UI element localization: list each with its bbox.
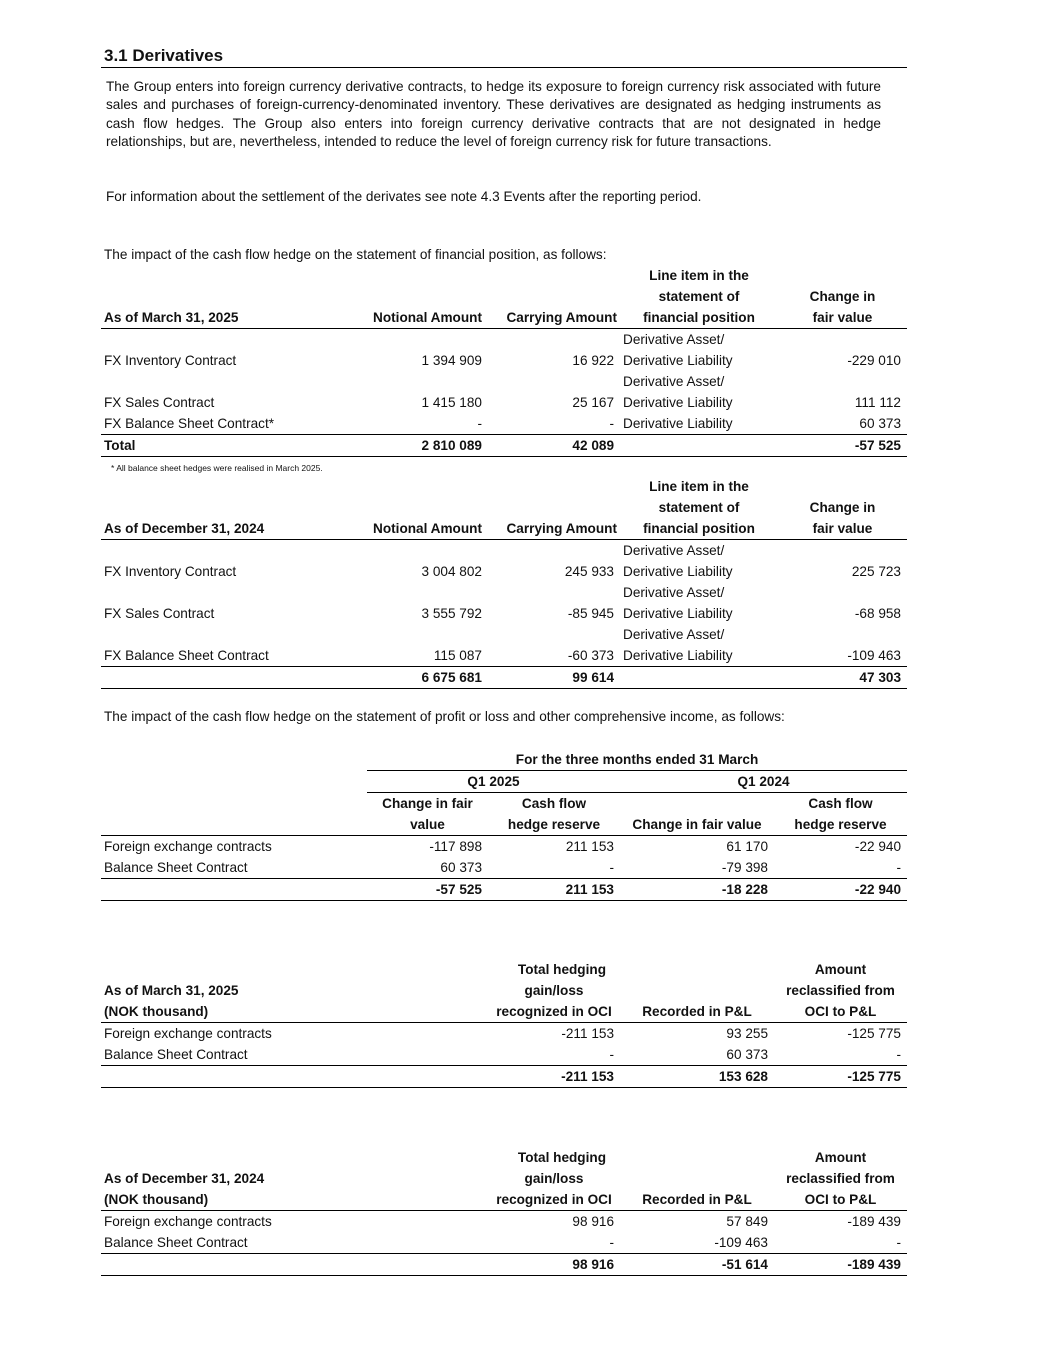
- financial-position-table-2025: [101, 265, 907, 457]
- header-total-hedging: recognized in OCI: [488, 1189, 620, 1211]
- table-row: [101, 836, 907, 858]
- footnote: * All balance sheet hedges were realised in March 2025.: [111, 463, 323, 473]
- cell-value: 153 628: [620, 1066, 774, 1088]
- cell-value: -: [774, 857, 907, 879]
- header-change: fair value: [778, 518, 907, 540]
- header-recorded: Recorded in P&L: [620, 1001, 774, 1023]
- header-line-item: statement of: [658, 289, 740, 304]
- cell-value: -211 153: [488, 1066, 620, 1088]
- header-notional: Notional Amount: [361, 518, 488, 540]
- total-row: [101, 435, 907, 457]
- cell-carrying: -60 373: [488, 645, 620, 667]
- cell-carrying: 42 089: [488, 435, 620, 457]
- profit-loss-table: [101, 749, 907, 901]
- cell-change: 47 303: [778, 667, 907, 689]
- table-row: [101, 603, 907, 624]
- header-total-hedging: gain/loss: [524, 1171, 584, 1186]
- cell-name: FX Balance Sheet Contract: [101, 645, 361, 667]
- header-line-item: financial position: [620, 307, 778, 329]
- total-row: [101, 1066, 907, 1088]
- table-row: [101, 329, 907, 351]
- header-reclassified: OCI to P&L: [774, 1189, 907, 1211]
- cell-line-item: Derivative Asset/: [623, 332, 725, 347]
- cell-notional: 3 555 792: [421, 606, 482, 621]
- table-row: [101, 1211, 907, 1233]
- header-line-item: statement of: [658, 500, 740, 515]
- cell-line-item: Derivative Liability: [623, 395, 733, 410]
- oci-table-2024: [101, 1147, 907, 1276]
- header-cfh-2025: Cash flow: [521, 796, 587, 811]
- pl-caption: The impact of the cash flow hedge on the statement of profit or loss and other comprehensive income, as follows:: [104, 709, 785, 724]
- header-change: Change in: [809, 289, 876, 304]
- header-cfh-2025: hedge reserve: [488, 814, 620, 836]
- cell-name: Foreign exchange contracts: [104, 839, 272, 854]
- header-cfh-2024: hedge reserve: [774, 814, 907, 836]
- cell-value: -: [488, 857, 620, 879]
- cell-name: Balance Sheet Contract: [101, 1232, 488, 1254]
- q1-2024-header: Q1 2024: [620, 771, 907, 793]
- cell-line-item: Derivative Asset/: [623, 374, 725, 389]
- table-label: As of March 31, 2025: [101, 307, 361, 329]
- position-caption: The impact of the cash flow hedge on the statement of financial position, as follows:: [104, 247, 607, 262]
- table-row: [101, 540, 907, 562]
- section-title-rule: [101, 67, 907, 68]
- cell-change: -57 525: [778, 435, 907, 457]
- cell-line-item: Derivative Liability: [623, 606, 733, 621]
- cell-notional: -: [361, 413, 488, 435]
- cell-value: -: [488, 1232, 620, 1254]
- header-recorded: Recorded in P&L: [620, 1189, 774, 1211]
- table-row: [101, 582, 907, 603]
- cell-value: -117 898: [429, 839, 482, 854]
- header-line-item: Line item in the: [649, 268, 749, 283]
- cell-line-item: Derivative Asset/: [623, 543, 725, 558]
- cell-value: -18 228: [620, 879, 774, 901]
- table-row: [101, 624, 907, 645]
- cell-total-label: [101, 667, 361, 689]
- header-total-hedging: Total hedging: [517, 962, 606, 977]
- total-row: [101, 667, 907, 689]
- cell-value: -: [488, 1044, 620, 1066]
- cell-value: 211 153: [488, 879, 620, 901]
- header-line-item: financial position: [620, 518, 778, 540]
- table-label: As of December 31, 2024: [104, 1171, 265, 1186]
- cell-value: 57 849: [726, 1214, 768, 1229]
- cell-value: -189 439: [847, 1214, 901, 1229]
- table-row: [101, 1023, 907, 1045]
- cell-notional: 115 087: [361, 645, 488, 667]
- header-total-hedging: recognized in OCI: [488, 1001, 620, 1023]
- cell-carrying: 245 933: [564, 564, 614, 579]
- cell-value: -189 439: [774, 1254, 907, 1276]
- table-row: [101, 561, 907, 582]
- cell-name: FX Sales Contract: [104, 395, 215, 410]
- cell-notional: 3 004 802: [421, 564, 482, 579]
- cell-carrying: -85 945: [567, 606, 614, 621]
- financial-position-table-2024: [101, 476, 907, 689]
- cell-notional: 6 675 681: [361, 667, 488, 689]
- cell-change: -229 010: [847, 353, 901, 368]
- header-notional: Notional Amount: [361, 307, 488, 329]
- header-carrying: Carrying Amount: [488, 307, 620, 329]
- cell-change: -68 958: [854, 606, 901, 621]
- cell-value: -79 398: [620, 857, 774, 879]
- cell-line-item: Derivative Liability: [623, 353, 733, 368]
- cell-value: -22 940: [854, 839, 902, 854]
- period-header: For the three months ended 31 March: [367, 749, 907, 771]
- cell-carrying: 16 922: [572, 353, 614, 368]
- cell-value: 60 373: [367, 857, 488, 879]
- table-row: [101, 1044, 907, 1066]
- header-reclassified: reclassified from: [786, 1171, 895, 1186]
- cell-notional: 1 394 909: [421, 353, 482, 368]
- header-change-2025: Change in fair: [382, 796, 473, 811]
- table-row: [101, 857, 907, 879]
- cell-name: Foreign exchange contracts: [104, 1026, 272, 1041]
- cell-value: 211 153: [565, 839, 614, 854]
- cell-value: -: [774, 1044, 907, 1066]
- cell-change: -109 463: [778, 645, 907, 667]
- cell-change: 225 723: [851, 564, 901, 579]
- cell-carrying: 25 167: [572, 395, 614, 410]
- cell-name: FX Balance Sheet Contract*: [101, 413, 361, 435]
- header-change: Change in: [809, 500, 876, 515]
- settlement-note: For information about the settlement of the derivates see note 4.3 Events after the reporting period.: [106, 189, 702, 204]
- cell-value: -125 775: [847, 1026, 901, 1041]
- header-total-hedging: gain/loss: [524, 983, 584, 998]
- header-total-hedging: Total hedging: [517, 1150, 606, 1165]
- cell-name: Balance Sheet Contract: [101, 1044, 488, 1066]
- header-reclassified: Amount: [814, 1150, 867, 1165]
- cell-line-item: Derivative Liability: [620, 645, 778, 667]
- cell-line-item: Derivative Asset/: [623, 585, 725, 600]
- table-row: [101, 645, 907, 667]
- cell-value: -109 463: [620, 1232, 774, 1254]
- total-row: [101, 1254, 907, 1276]
- cell-total-label: Total: [101, 435, 361, 457]
- section-title: 3.1 Derivatives: [104, 46, 224, 65]
- cell-line-item: Derivative Asset/: [623, 627, 725, 642]
- table-row: [101, 1232, 907, 1254]
- cell-line-item: Derivative Liability: [623, 564, 733, 579]
- header-carrying: Carrying Amount: [488, 518, 620, 540]
- cell-name: FX Inventory Contract: [104, 564, 237, 579]
- header-reclassified: reclassified from: [786, 983, 895, 998]
- table-row: [101, 392, 907, 413]
- unit-label: (NOK thousand): [101, 1189, 488, 1211]
- header-line-item: Line item in the: [649, 479, 749, 494]
- cell-change: 60 373: [778, 413, 907, 435]
- cell-name: Balance Sheet Contract: [101, 857, 367, 879]
- cell-notional: 1 415 180: [421, 395, 482, 410]
- cell-value: -51 614: [620, 1254, 774, 1276]
- cell-value: -22 940: [774, 879, 907, 901]
- cell-line-item: Derivative Liability: [620, 413, 778, 435]
- header-change-2025: value: [367, 814, 488, 836]
- cell-name: Foreign exchange contracts: [104, 1214, 272, 1229]
- cell-value: 60 373: [620, 1044, 774, 1066]
- cell-name: FX Sales Contract: [104, 606, 215, 621]
- oci-table-2025: [101, 959, 907, 1088]
- header-change: fair value: [778, 307, 907, 329]
- cell-value: -125 775: [774, 1066, 907, 1088]
- header-cfh-2024: Cash flow: [808, 796, 873, 811]
- q1-2025-header: Q1 2025: [367, 771, 620, 793]
- cell-name: FX Inventory Contract: [104, 353, 237, 368]
- cell-value: -57 525: [367, 879, 488, 901]
- table-row: [101, 413, 907, 435]
- intro-paragraph: The Group enters into foreign currency derivative contracts, to hedge its exposure to foreign currency risk associated with future sales and purchases of foreign-currency-denominated inventory. These derivatives are designated as hedging instruments as cash flow hedges. The Group also enters into foreign currency derivative contracts that are not designated in hedge relationships, but are, nevertheless, intended to reduce the level of foreign currency risk for future transactions.: [106, 79, 881, 149]
- header-change-2024: Change in fair value: [620, 814, 774, 836]
- cell-value: 98 916: [488, 1254, 620, 1276]
- table-label: As of December 31, 2024: [101, 518, 361, 540]
- table-row: [101, 371, 907, 392]
- cell-value: 93 255: [726, 1026, 768, 1041]
- cell-value: -211 153: [561, 1026, 614, 1041]
- cell-carrying: 99 614: [488, 667, 620, 689]
- cell-carrying: -: [488, 413, 620, 435]
- unit-label: (NOK thousand): [101, 1001, 488, 1023]
- table-row: [101, 350, 907, 371]
- cell-notional: 2 810 089: [361, 435, 488, 457]
- table-label: As of March 31, 2025: [104, 983, 239, 998]
- cell-change: 111 112: [854, 395, 901, 410]
- header-reclassified: Amount: [814, 962, 867, 977]
- cell-value: -: [774, 1232, 907, 1254]
- cell-value: 98 916: [572, 1214, 614, 1229]
- cell-value: 61 170: [726, 839, 768, 854]
- total-row: [101, 879, 907, 901]
- header-reclassified: OCI to P&L: [774, 1001, 907, 1023]
